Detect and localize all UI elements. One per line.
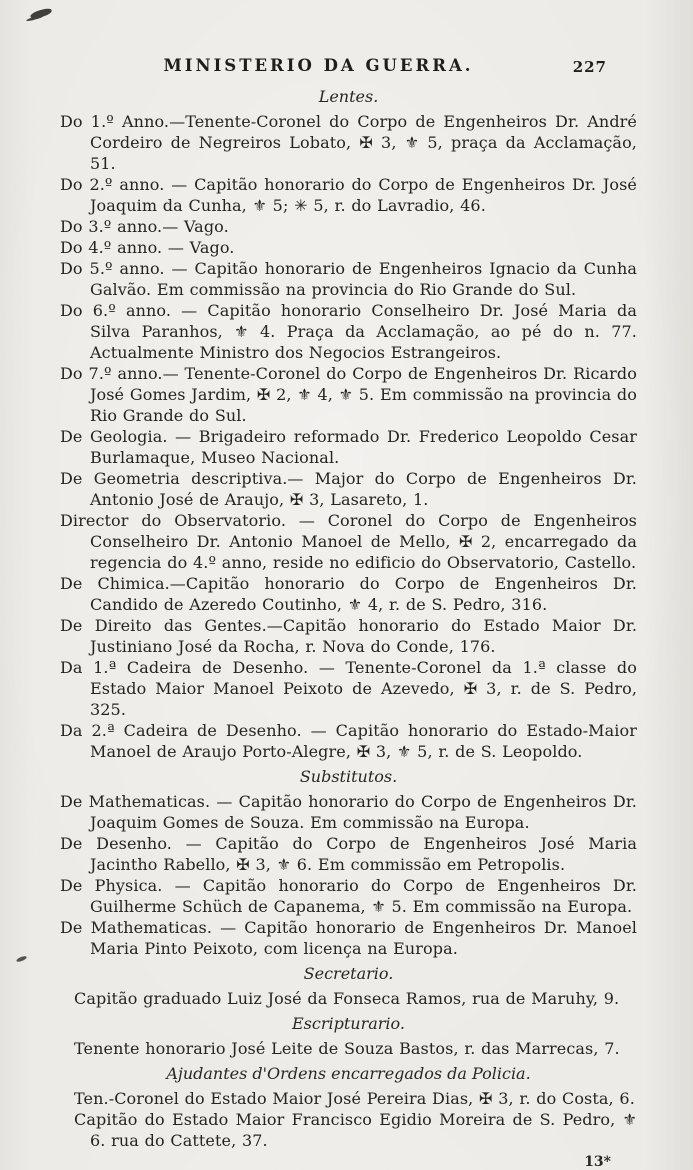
document-body xyxy=(60,87,637,1151)
entry: Tenente honorario José Leite de Souza Bastos, r. das Marrecas, 7. xyxy=(74,1039,620,1058)
entry: Capitão do Estado Maior Francisco Egidio Moreira de S. Pedro, ⚜ 6. rua do Cattete, 37. xyxy=(74,1110,637,1150)
entry: Capitão graduado Luiz José da Fonseca Ramos, rua de Maruhy, 9. xyxy=(74,989,620,1008)
section-heading: Secretario. xyxy=(303,964,394,983)
entry: Do 3.º anno.— Vago. xyxy=(60,217,229,236)
entry: De Desenho. — Capitão do Corpo de Engenheiros José Maria Jacintho Rabello, ✠ 3, ⚜ 6. Em commissão em Petropolis. xyxy=(60,834,637,874)
entry: De Chimica.—Capitão honorario do Corpo de Engenheiros Dr. Candido de Azeredo Coutinho, ⚜ 4, r. de S. Pedro, 316. xyxy=(60,574,637,614)
entry: De Geologia. — Brigadeiro reformado Dr. Frederico Leopoldo Cesar Burlamaque, Museo Nacional. xyxy=(60,427,637,467)
signature-mark: 13* xyxy=(584,1154,611,1170)
section-heading: Lentes. xyxy=(318,87,379,106)
entry: Director do Observatorio. — Coronel do Corpo de Engenheiros Conselheiro Dr. Antonio Manoel de Mello, ✠ 2, encarregado da regencia do 4.º anno, reside no edificio do Observatorio, Castello. xyxy=(60,511,637,572)
ink-speck-icon xyxy=(16,955,28,963)
entry: Do 2.º anno. — Capitão honorario do Corpo de Engenheiros Dr. José Joaquim da Cunha, ⚜ 5; ✳ 5, r. do Lavradio, 46. xyxy=(60,175,637,215)
page-footer xyxy=(60,1154,637,1170)
running-title: MINISTERIO DA GUERRA. xyxy=(163,56,474,75)
entry: De Physica. — Capitão honorario do Corpo de Engenheiros Dr. Guilherme Schüch de Capanema, ⚜ 5. Em commissão na Europa. xyxy=(60,876,637,916)
entry: Do 7.º anno.— Tenente-Coronel do Corpo de Engenheiros Dr. Ricardo José Gomes Jardim, ✠ 2, ⚜ 4, ⚜ 5. Em commissão na provincia do Rio Grande do Sul. xyxy=(60,364,637,425)
entry: De Geometria descriptiva.— Major do Corpo de Engenheiros Dr. Antonio José de Araujo, ✠ 3, Lasareto, 1. xyxy=(60,469,637,509)
ink-smudge-icon xyxy=(29,7,52,19)
section-heading: Escripturario. xyxy=(292,1014,405,1033)
entry: Do 1.º Anno.—Tenente-Coronel do Corpo de Engenheiros Dr. André Cordeiro de Negreiros Lobato, ✠ 3, ⚜ 5, praça da Acclamação, 51. xyxy=(60,112,637,173)
entry: Do 6.º anno. — Capitão honorario Conselheiro Dr. José Maria da Silva Paranhos, ⚜ 4. Praça da Acclamação, ao pé do n. 77. Actualmente Ministro dos Negocios Estrangeiros. xyxy=(60,301,637,362)
entry: Do 4.º anno. — Vago. xyxy=(60,238,235,257)
entry: De Direito das Gentes.—Capitão honorario do Estado Maior Dr. Justiniano José da Rocha, r. Nova do Conde, 176. xyxy=(60,616,637,656)
entry: Da 2.ª Cadeira de Desenho. — Capitão honorario do Estado-Maior Manoel de Araujo Porto-Alegre, ✠ 3, ⚜ 5, r. de S. Leopoldo. xyxy=(60,721,637,761)
section-heading: Substitutos. xyxy=(299,767,398,786)
section-heading: Ajudantes d'Ordens encarregados da Policia. xyxy=(166,1064,531,1083)
entry: Ten.-Coronel do Estado Maior José Pereira Dias, ✠ 3, r. do Costa, 6. xyxy=(74,1089,635,1108)
entry: Do 5.º anno. — Capitão honorario de Engenheiros Ignacio da Cunha Galvão. Em commissão na provincia do Rio Grande do Sul. xyxy=(60,259,637,299)
entry: De Mathematicas. — Capitão honorario do Corpo de Engenheiros Dr. Joaquim Gomes de Souza. Em commissão na Europa. xyxy=(60,792,637,832)
entry: Da 1.ª Cadeira de Desenho. — Tenente-Coronel da 1.ª classe do Estado Maior Manoel Peixoto de Azevedo, ✠ 3, r. de S. Pedro, 325. xyxy=(60,658,637,719)
entry: De Mathematicas. — Capitão honorario de Engenheiros Dr. Manoel Maria Pinto Peixoto, com licença na Europa. xyxy=(60,918,637,958)
page-header xyxy=(60,56,637,80)
page-number: 227 xyxy=(572,58,607,76)
